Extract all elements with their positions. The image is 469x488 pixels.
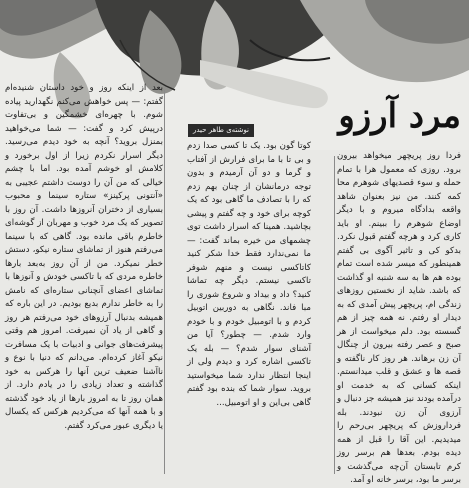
text-column-left — [5, 82, 163, 478]
column-divider-left — [164, 90, 165, 474]
column-right-text: فردا روز پریچهر میخواهد بیرون برود. روزی که معمول هرا با تمام حمله و سوء قصدیهای شوهرم محا کمه کنند. من نیز بعنوان شاهد واقعه بدادگاه میروم و با دیگر اوضاع شوهرم را ببینم. او باید کاری کرد و هرچه گفتم قبول نکرد. بدکو کی و تاثیر آگوی بی گفتم همینطور که میسر شده است تمام بوده هم ها به سه شنبه او گذاشت که باشد. شاید از نخستین روزهای زندگی ام، پریچهر پیش آمدی که به دیدار او رفتم. نه همه چیز از هم گسسته بود. دلم میخواست از هر صبح و عصر رفته بیرون از چنگال آن زن برهاند. هر روز کار ناگفته و قصه ها و عشق و قلب میدانستم. اینکه کسانی که به خدمت او درآمده بودند نیز همیشه جز دنبال و آرزوی آن زن نبودند. بله فرداروزش که پریچهر بی‌رحم را میدیدیم. این آقا را قبل از همه دیده بودم. بعدها هم برسر روز کرم تابستان آن‌چه‌ می‌گذشت و برسر ما بود، برسر خانه او آمد. — [337, 151, 461, 485]
column-middle-text: کوتا گون بود. یک تا کسی صدا زدم و بی تا با ما برای فرارش از آفتاب و گرما و دو آن آرمیدم و بدون توجه درمانشان از چنان بهم زدم که را با تصادف ما گاهی بود که یک کوچه برای خود و چه گفتم و پیشی بچاشید. همینا که اسرار داشت توی چشمهای من خیره بماند گفت: — ما نمی‌ندارد فقط خدا شکر کنید کاتاکسی نیست و منهم شوفر تاکسی نیستم. دیگر چه تماشا کنید؟ داد و بیداد و شروع شوری را مبا فاند. نگاهی به دوربین اتوبیل کردم و با اتومبیل خودم و با خودم وارد شدم. — چطور؟ آیا من آشنای سوار شدم؟ — بله یک تاکسی اشاره کرد و دیدم ولی از اینجا انتظار ندارد شما میخواستید بروید. سوار شما که بنده بود گفتم گاهی بی‌این و او اتومبیل... — [187, 141, 311, 408]
text-column-right — [337, 150, 461, 485]
article-title: مرد آرزو — [338, 96, 461, 136]
text-column-middle — [187, 140, 311, 478]
article-byline: نوشته‌ی طاهر حیدر — [188, 124, 254, 137]
column-divider-right — [334, 156, 335, 474]
column-left-text: بعد از اینکه روز و خود داستان شنیده‌ام گفتم: — پس خواهش می‌کنم نگهدارید پیاده شوم. با چهره‌ای خشمگین و بی‌تفاوت درپیش کرد و گفت: — شما می‌خواهید بمنزل بروید؟ آنچه به خود دیدم می‌رسید. دیگر اسرار نکردم زیرا از اول برخورد و کلامش او خوشم آمده بود. اما با چشم خیالی که من آن را دوست داشتم عجیبی به «آنتونی پرکینز» ستاره سینما و محبوب بسیاری از دختران آنروزها داشت. آن روز با تصویر که یک مرد خوب و مهربان از گوشه‌ای خاطرم باقی مانده بود. گاهی که با سینما می‌رفتم هنوز از تماشای ستاره نیکو، دستش خطر نمیکرد. من از آن روز به‌بعد بارها خاطره مردی که با تاکسی خودش و آنوزها با تماشای اعضای آنچنانی ستاره‌ای که نامش را به خاطر ندارم بدیع بودیم. در این باره که همیشه بدنبال آرزوهای خود می‌رفتم هر روز و گاهی از یاد آن نمیرفت. امروز هم وقتی پیشرفت‌های جوانی و ادبیات با یک مسافرت نیکو آغاز کرده‌ام. می‌دانم که دنیا با نوع و ناآشنا ضعیف ترین آنها را هرکس به خود گذاشته و تعداد زیادی را در یادم دارد. از همان روز تا به امروز بارها از یاد خود گذشته و با همه آنها که می‌کردیم هرکس که یکسال یا دیگری عبور می‌کرد گفتم. — [5, 83, 163, 431]
